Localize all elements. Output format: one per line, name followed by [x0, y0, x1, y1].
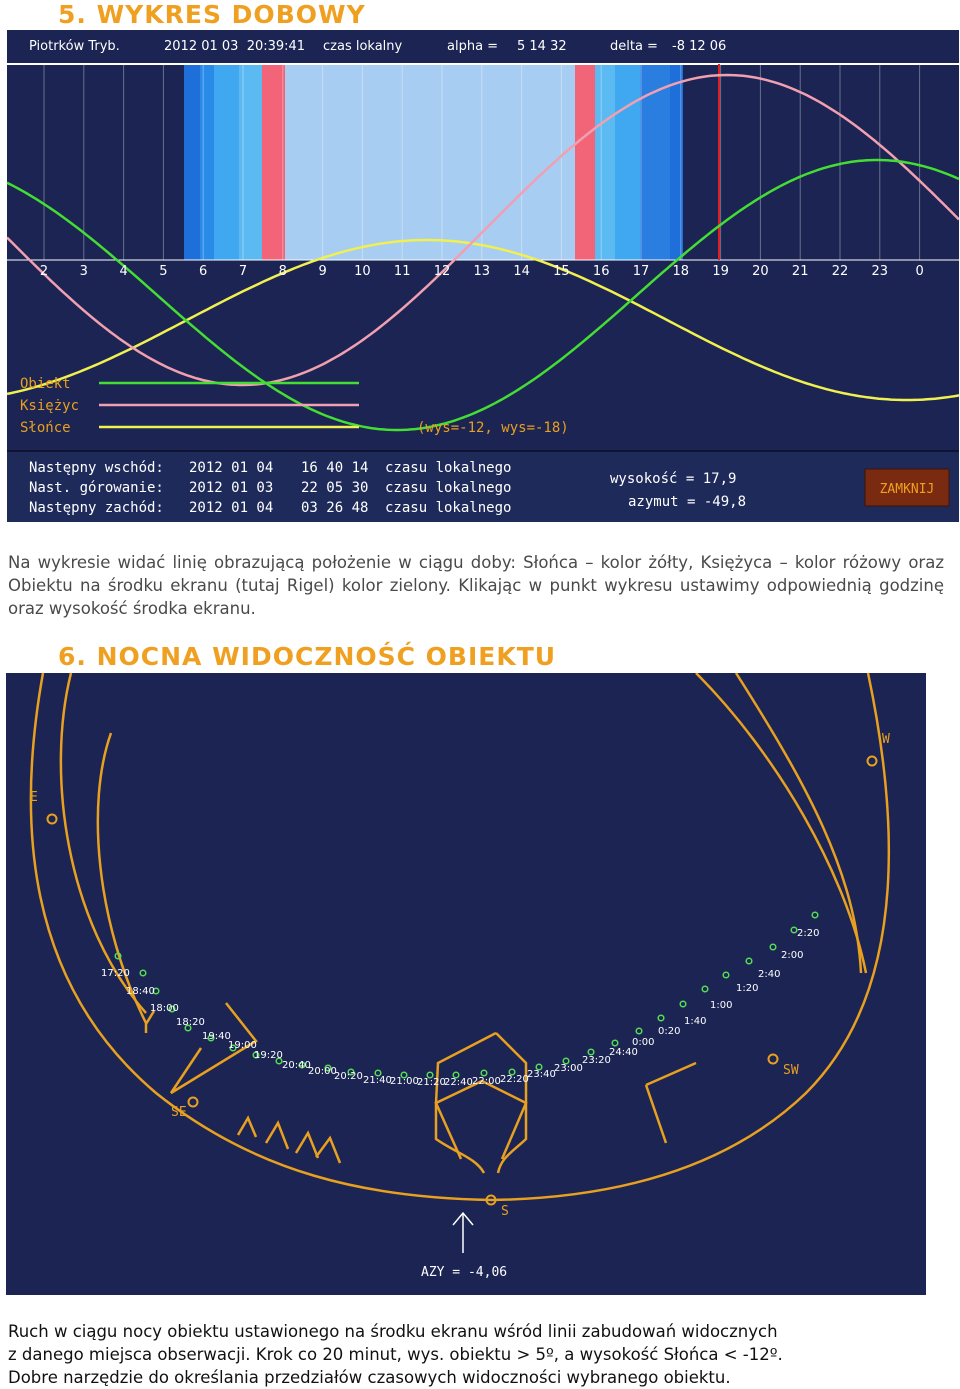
close-button[interactable]: [865, 469, 949, 506]
delta-label: delta =: [610, 39, 658, 54]
hour-tick-label: 3: [79, 264, 88, 279]
delta-value: -8 12 06: [672, 39, 727, 54]
hour-tick-label: 6: [199, 264, 208, 279]
paragraph-2-line-2: z danego miejsca obserwacji. Krok co 20 minut, wys. obiektu > 5º, a wysokość Słońca < -12º.: [8, 1345, 783, 1364]
time-mode-label: czas lokalny: [323, 39, 403, 54]
track-time-label: 21:40: [363, 1075, 392, 1086]
track-time-label: 21:00: [390, 1076, 419, 1087]
section-heading-5: 5. WYKRES DOBOWY: [58, 0, 366, 29]
track-time-label: 19:00: [228, 1040, 257, 1051]
track-time-label: 19:20: [254, 1050, 283, 1061]
hour-tick-label: 2: [39, 264, 49, 279]
track-time-label: 17:20: [101, 968, 130, 979]
track-time-label: 22:00: [472, 1076, 501, 1087]
hour-tick-label: 7: [238, 264, 248, 279]
twilight-bands: [184, 64, 683, 260]
direction-se: SE: [171, 1105, 187, 1120]
hour-tick-label: 15: [553, 264, 570, 279]
section-heading-6: 6. NOCNA WIDOCZNOŚĆ OBIEKTU: [58, 642, 557, 671]
hour-tick-label: 13: [473, 264, 491, 279]
close-button-label: ZAMKNIJ: [879, 482, 935, 497]
legend-sun-label: Słońce: [20, 420, 71, 436]
hour-tick-label: 23: [871, 264, 889, 279]
next-transit-time: 22 05 30: [301, 480, 369, 496]
legend-moon-label: Księżyc: [20, 398, 80, 414]
track-time-label: 1:00: [710, 1000, 733, 1011]
hour-tick-label: 8: [278, 264, 287, 279]
hour-tick-label: 16: [592, 264, 610, 279]
track-time-label: 22:40: [444, 1077, 473, 1088]
hour-tick-label: 5: [159, 264, 168, 279]
track-time-label: 21:20: [417, 1077, 446, 1088]
next-transit-date: 2012 01 03: [189, 480, 274, 496]
paragraph-2-line-3: Dobre narzędzie do określania przedziałów czasowych widoczności wybranego obiektu.: [8, 1368, 731, 1387]
daily-chart[interactable]: [7, 30, 959, 522]
description-paragraph-1: Na wykresie widać linię obrazującą położenie w ciągu doby: Słońca – kolor żółty, Księżyca – kolor różowy oraz Obiektu na środku ekranu (tutaj Rigel) kolor zielony. Klikając w punkt wykresu ustawimy odpowiednią godzinę oraz wysokość środka ekranu.: [8, 553, 944, 618]
hour-tick-label: 12: [433, 264, 451, 279]
hour-tick-label: 14: [513, 264, 530, 279]
hour-tick-label: 19: [712, 264, 729, 279]
next-set-suffix: czasu lokalnego: [385, 500, 512, 516]
hour-tick-label: 17: [632, 264, 650, 279]
next-transit-suffix: czasu lokalnego: [385, 480, 512, 496]
track-time-label: 20:00: [308, 1066, 337, 1077]
twilight-note: (wys=-12, wys=-18): [417, 420, 569, 436]
track-time-label: 1:40: [684, 1016, 707, 1027]
direction-w: W: [882, 732, 890, 747]
location-label: Piotrków Tryb.: [29, 39, 120, 54]
track-time-label: 24:40: [609, 1047, 638, 1058]
track-time-label: 23:40: [527, 1069, 556, 1080]
track-time-label: 19:40: [202, 1031, 231, 1042]
direction-e: E: [30, 790, 38, 805]
track-time-label: 0:00: [632, 1037, 655, 1048]
next-rise-time: 16 40 14: [301, 460, 369, 476]
track-time-label: 22:20: [500, 1074, 529, 1085]
track-time-label: 2:00: [781, 950, 804, 961]
track-time-label: 18:20: [176, 1017, 205, 1028]
legend-object-label: Obiekt: [20, 376, 71, 392]
next-transit-label: Nast. górowanie:: [29, 480, 164, 496]
track-time-label: 23:00: [554, 1063, 583, 1074]
track-time-label: 1:20: [736, 983, 759, 994]
direction-s: S: [501, 1204, 509, 1219]
hour-tick-label: 22: [831, 264, 849, 279]
next-set-date: 2012 01 04: [189, 500, 274, 516]
datetime-label: 2012 01 03 20:39:41: [164, 39, 306, 54]
azimuth-readout: azymut = -49,8: [628, 494, 747, 510]
hour-tick-label: 0: [915, 264, 924, 279]
track-time-label: 20:40: [282, 1060, 311, 1071]
next-rise-label: Następny wschód:: [29, 460, 164, 476]
hour-tick-label: 20: [752, 264, 769, 279]
direction-sw: SW: [783, 1063, 799, 1078]
hour-tick-label: 10: [354, 264, 371, 279]
horizon-screenshot: [6, 673, 926, 1295]
track-time-label: 2:20: [797, 928, 820, 939]
hour-tick-label: 4: [119, 264, 128, 279]
hour-tick-label: 21: [791, 264, 809, 279]
horizon-view[interactable]: [6, 673, 926, 1295]
track-time-label: 18:00: [150, 1003, 179, 1014]
track-time-label: 20:20: [334, 1071, 363, 1082]
next-rise-date: 2012 01 04: [189, 460, 274, 476]
track-time-label: 23:20: [582, 1055, 611, 1066]
altitude-readout: wysokość = 17,9: [610, 471, 737, 487]
next-rise-suffix: czasu lokalnego: [385, 460, 512, 476]
alpha-label: alpha =: [447, 39, 499, 54]
paragraph-2-line-1: Ruch w ciągu nocy obiektu ustawionego na środku ekranu wśród linii zabudowań widocznych: [8, 1322, 778, 1341]
hour-tick-label: 11: [393, 264, 411, 279]
alpha-value: 5 14 32: [517, 39, 567, 54]
track-time-label: 0:20: [658, 1026, 681, 1037]
description-paragraph-2: [8, 1320, 944, 1389]
next-set-label: Następny zachód:: [29, 500, 164, 516]
hour-tick-label: 18: [672, 264, 690, 279]
next-set-time: 03 26 48: [301, 500, 369, 516]
azimuth-readout-horizon: AZY = -4,06: [421, 1265, 508, 1280]
track-time-label: 18:40: [126, 986, 155, 997]
daily-chart-screenshot: [7, 30, 959, 522]
track-time-label: 2:40: [758, 969, 781, 980]
hour-tick-label: 9: [318, 264, 327, 279]
